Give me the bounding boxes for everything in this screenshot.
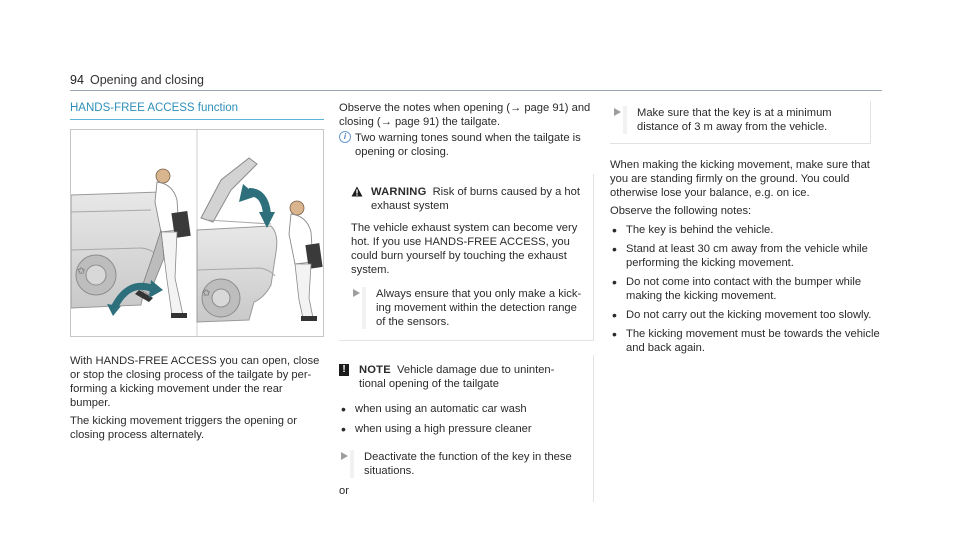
warning-body: The vehicle exhaust system can become very hot. If you use HANDS-FREE ACCESS, you could burn yourself by touching the exhaust system. [351,222,578,276]
bullet-dot: • [612,241,617,257]
column-1 [70,101,324,442]
info-note [339,131,594,159]
key-distance-action [612,106,862,134]
notice-title: Vehicle damage due to uninten- tional opening of the tailgate [359,364,555,390]
notice-action-text: Deactivate the function of the key in these situations. [350,450,583,478]
note-bullet-4: Do not carry out the kicking movement too slowly. [626,309,872,321]
notice-action [339,450,583,478]
action-arrow-icon [339,450,353,478]
notice-exclamation-icon: ! [339,364,349,376]
notice-bullet-1: when using an automatic car wash [355,403,527,415]
warning-header [351,185,583,213]
key-distance-action-box [610,101,871,144]
illustration-drawing [71,130,323,336]
key-distance-text: Make sure that the key is at a minimum distance of 3 m away from the vehicle. [623,106,862,134]
note-bullet-3: Do not come into contact with the bumper while making the kicking movement. [626,276,862,302]
header-title: Opening and closing [90,73,204,87]
list-item [610,308,882,322]
info-text: Two warning tones sound when the tailgate is opening or closing. [355,132,581,158]
list-item [339,402,583,416]
action-arrow-icon [351,287,365,329]
bullet-dot: • [612,222,617,238]
balance-paragraph: When making the kicking movement, make sure that you are standing firmly on the ground. You could otherwise lose your balance, e.g. on ice. [610,159,870,199]
svg-text:✩: ✩ [202,288,211,299]
bullet-dot: • [612,307,617,323]
page-number: 94 [70,73,84,87]
bullet-dot: • [612,326,617,342]
intro-paragraph: With HANDS-FREE ACCESS you can open, close or stop the closing process of the tailgate by per- forming a kicking movement under the rear bumper. [70,355,320,409]
warning-label: WARNING [371,186,427,198]
warning-box [339,174,594,341]
observe-following-notes: Observe the following notes: [610,205,752,217]
list-item [610,327,882,355]
notice-bullet-2: when using a high pressure cleaner [355,423,532,435]
column-2 [339,101,594,502]
list-item [610,275,882,303]
notice-label: NOTE [359,364,391,376]
header-rule [70,90,882,91]
hands-free-illustration [70,129,324,337]
notice-box [339,355,594,502]
bullet-dot: • [341,401,346,417]
notice-header [339,363,583,391]
list-item [339,422,583,436]
note-bullet-2: Stand at least 30 cm away from the vehicle while performing the kicking movement. [626,243,868,269]
bullet-dot: • [341,421,346,437]
section-title: HANDS-FREE ACCESS function [70,101,324,120]
warning-action-text: Always ensure that you only make a kick- ing movement within the detection range of the sensors. [362,287,583,329]
warning-title: Risk of burns caused by a hot exhaust system [371,186,580,212]
svg-text:✩: ✩ [77,266,86,277]
bullet-dot: • [612,274,617,290]
warning-triangle-icon [351,186,363,197]
kicking-paragraph: The kicking movement triggers the opening or closing process alternately. [70,415,297,441]
list-item [610,223,882,237]
action-arrow-icon [612,106,626,134]
list-item [610,242,882,270]
or-text: or [339,485,349,497]
observe-notes-paragraph: Observe the notes when opening (→ page 91) and closing (→ page 91) the tailgate. [339,102,591,128]
note-bullet-5: The kicking movement must be towards the vehicle and back again. [626,328,880,354]
info-icon: i [339,131,351,143]
column-3 [610,101,882,355]
warning-action [351,287,583,329]
note-bullet-1: The key is behind the vehicle. [626,224,774,236]
